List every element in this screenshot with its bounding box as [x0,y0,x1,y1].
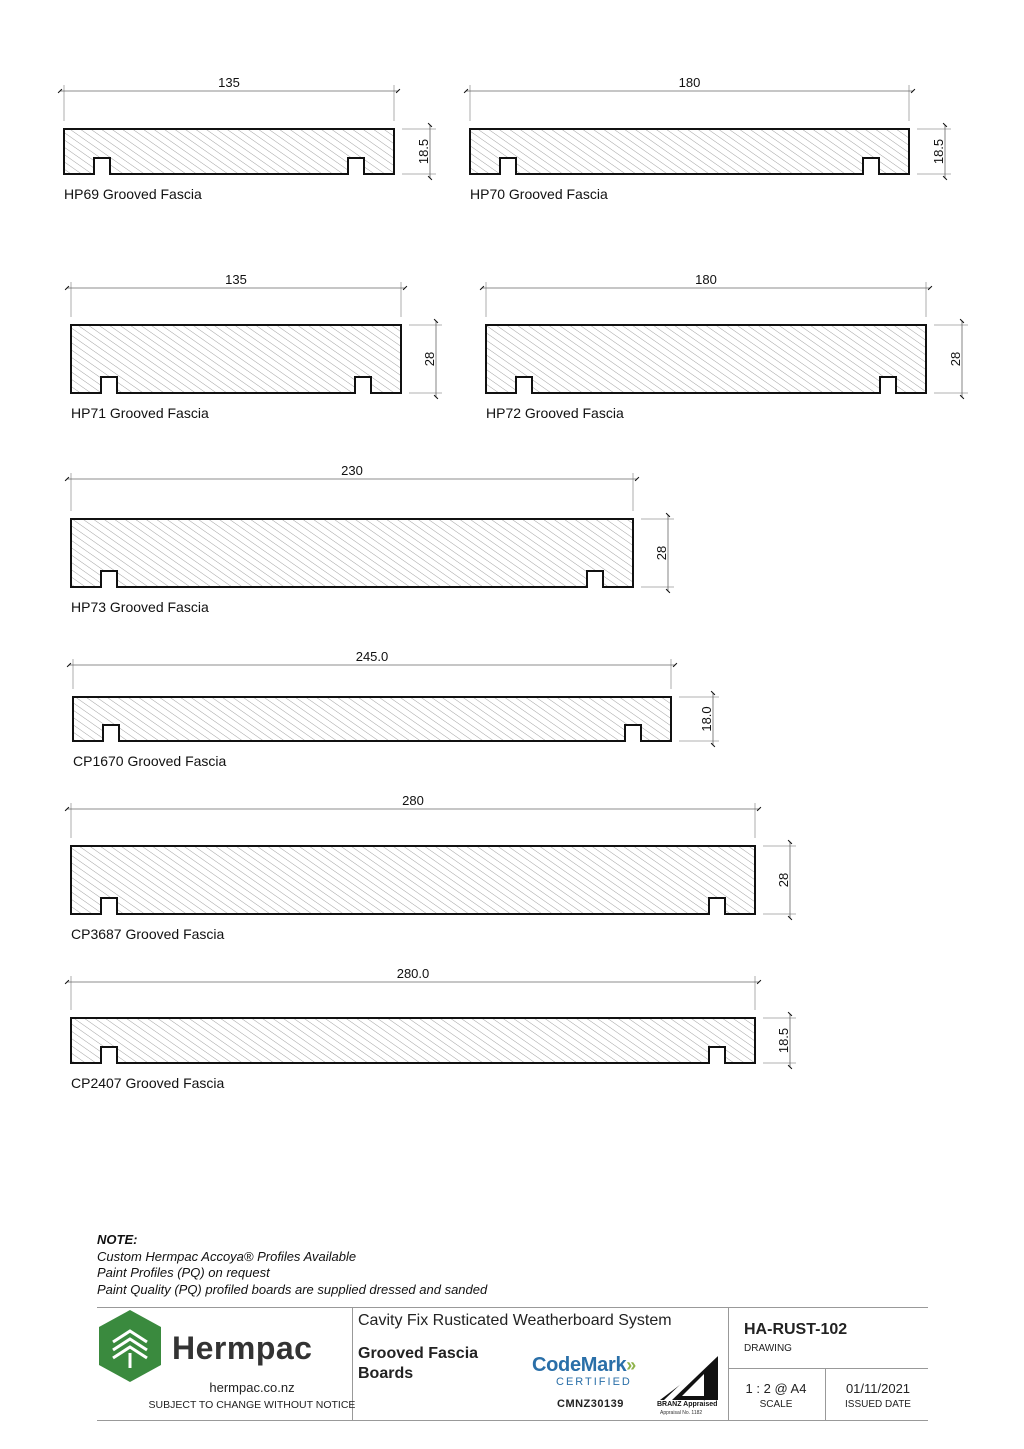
drawing-note [97,1232,487,1298]
thickness-dimension [934,321,968,397]
thickness-value: 18.5 [776,1027,791,1054]
title-block-top-rule [97,1307,928,1308]
width-value: 280 [402,793,424,808]
issued-date-label: ISSUED DATE [845,1399,911,1410]
codemark-logo [532,1354,636,1377]
thickness-dimension [763,1014,796,1067]
codemark-number: CMNZ30139 [557,1398,624,1410]
profile-1 [60,75,436,202]
width-value: 180 [678,75,701,90]
profile-label: HP73 Grooved Fascia [71,599,209,615]
thickness-value: 28 [948,351,963,367]
board-section [71,846,755,914]
board-section [470,129,909,174]
codemark-name: CodeMark [532,1354,627,1376]
note-title: NOTE: [97,1232,138,1247]
thickness-value: 18.5 [416,138,431,165]
width-value: 230 [341,463,363,478]
thickness-dimension [917,125,951,178]
profile-label: HP71 Grooved Fascia [71,405,209,421]
system-name: Cavity Fix Rusticated Weatherboard System [358,1312,672,1329]
scale-value: 1 : 2 @ A4 [745,1381,807,1396]
profile-5 [67,463,674,615]
thickness-value: 18.0 [699,706,714,732]
thickness-value: 28 [422,351,437,367]
profile-7 [67,793,796,942]
branz-appraisal-number: Appraisal No. 1182 [660,1410,703,1416]
board-section [64,129,394,174]
thickness-value: 28 [776,872,791,888]
sheet-title: Grooved Fascia Boards [358,1345,479,1382]
company-website: hermpac.co.nz [209,1380,295,1395]
note-line-3: Paint Quality (PQ) profiled boards are supplied dressed and sanded [97,1281,488,1297]
width-value: 280.0 [396,966,430,981]
thickness-value: 18.5 [931,138,946,165]
thickness-dimension [641,515,674,591]
branz-logo-icon [658,1356,720,1400]
width-value: 245.0 [355,649,389,664]
width-dimension [482,272,930,317]
profile-8 [67,966,796,1091]
thickness-dimension [679,693,719,745]
codemark-chevron-icon: » [626,1355,637,1375]
thickness-dimension [763,842,796,918]
hermpac-logo-icon [97,1308,163,1384]
board-section [71,325,401,393]
drawing-label: DRAWING [744,1343,792,1354]
thickness-dimension [402,125,436,178]
drawing-number: HA-RUST-102 [744,1321,848,1338]
width-dimension [466,75,913,121]
width-dimension [67,463,637,511]
profile-4 [482,272,968,421]
disclaimer: SUBJECT TO CHANGE WITHOUT NOTICE [148,1399,356,1411]
profile-label: CP1670 Grooved Fascia [73,753,227,769]
profile-label: CP3687 Grooved Fascia [71,926,225,942]
thickness-value: 28 [654,545,669,561]
profile-6 [69,649,719,769]
company-name: Hermpac [172,1330,313,1366]
note-line-1: Custom Hermpac Accoya® Profiles Available [97,1248,357,1264]
thickness-dimension [409,321,442,397]
issued-date: 01/11/2021 [845,1381,911,1396]
width-dimension [69,649,675,689]
width-dimension [67,272,405,317]
board-section [71,1018,755,1063]
board-section [73,697,671,741]
profile-2 [466,75,951,202]
note-line-2: Paint Profiles (PQ) on request [97,1265,270,1280]
codemark-certified: CERTIFIED [556,1376,632,1388]
title-block-divider-3 [728,1368,928,1369]
scale-label: SCALE [759,1399,793,1410]
width-dimension [60,75,398,121]
profile-label: HP69 Grooved Fascia [64,186,202,202]
profile-3 [67,272,442,421]
width-value: 135 [218,75,240,90]
profile-label: CP2407 Grooved Fascia [71,1075,225,1091]
width-dimension [67,793,759,838]
width-value: 135 [225,272,247,287]
width-value: 180 [695,272,717,287]
branz-appraised: BRANZ Appraised [657,1401,718,1408]
profile-label: HP72 Grooved Fascia [486,405,624,421]
board-section [486,325,926,393]
board-section [71,519,633,587]
width-dimension [67,966,759,1010]
profile-label: HP70 Grooved Fascia [470,186,608,202]
title-block-bottom-rule [97,1420,928,1421]
